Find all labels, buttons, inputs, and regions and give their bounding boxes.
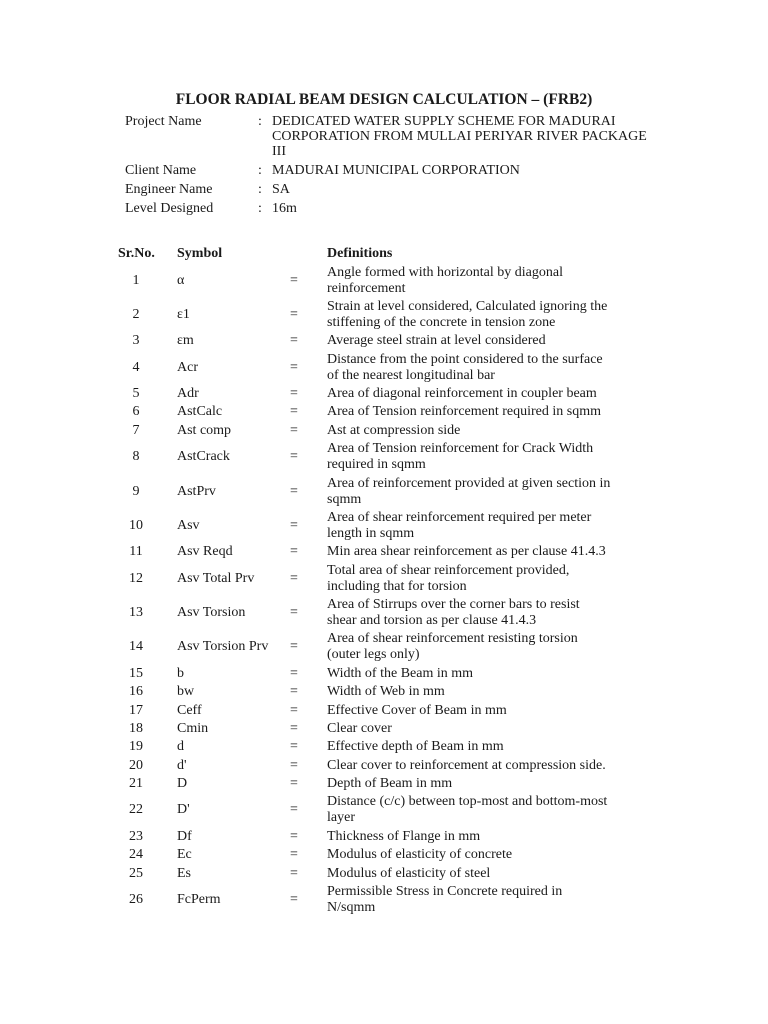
table-row [118, 757, 627, 775]
row-symbol: D' [177, 802, 190, 818]
row-equals: = [290, 739, 298, 755]
row-symbol: AstCrack [177, 449, 230, 465]
table-row [118, 775, 627, 793]
row-definition: Thickness of Flange in mm [327, 828, 481, 844]
row-symbol: d [177, 739, 184, 755]
table-row [118, 828, 627, 846]
table-row [118, 793, 627, 827]
header-sr-no: Sr.No. [118, 246, 155, 262]
row-equals: = [290, 891, 298, 907]
project-info [125, 114, 647, 220]
row-equals: = [290, 776, 298, 792]
row-number: 21 [129, 776, 143, 792]
row-number: 19 [129, 739, 143, 755]
row-symbol: Asv Torsion Prv [177, 639, 269, 655]
row-definition: Area of Tension reinforcement for Crack Width required in sqmm [327, 441, 594, 473]
table-header [118, 245, 627, 263]
row-symbol: α [177, 272, 185, 288]
row-equals: = [290, 544, 298, 560]
row-symbol: Es [177, 865, 191, 881]
row-symbol: Ceff [177, 702, 202, 718]
row-number: 8 [132, 449, 140, 465]
header-symbol: Symbol [177, 246, 223, 262]
row-equals: = [290, 605, 298, 621]
row-symbol: bw [177, 684, 195, 700]
engineer-name-value: SA [272, 182, 290, 197]
row-definition: Width of Web in mm [327, 684, 445, 700]
row-equals: = [290, 828, 298, 844]
engineer-name-label: Engineer Name [125, 182, 213, 197]
row-definition: Area of Stirrups over the corner bars to resist shear and torsion as per clause 41.4.3 [327, 597, 580, 629]
row-number: 25 [129, 865, 143, 881]
row-definition: Permissible Stress in Concrete required in N/sqmm [327, 883, 563, 915]
table-row [118, 596, 627, 630]
table-row [118, 738, 627, 756]
project-name-colon: : [258, 114, 262, 129]
engineer-name-row [125, 182, 647, 197]
row-equals: = [290, 449, 298, 465]
row-symbol: Df [177, 828, 192, 844]
row-definition: Clear cover [327, 720, 392, 736]
row-number: 12 [129, 570, 143, 586]
table-row [118, 422, 627, 440]
row-number: 16 [129, 684, 143, 700]
row-equals: = [290, 665, 298, 681]
row-symbol: d' [177, 757, 187, 773]
document-title: FLOOR RADIAL BEAM DESIGN CALCULATION – (FRB2) [175, 91, 593, 108]
row-equals: = [290, 702, 298, 718]
table-row [118, 474, 627, 508]
row-equals: = [290, 517, 298, 533]
project-name-value: DEDICATED WATER SUPPLY SCHEME FOR MADURAI CORPORATION FROM MULLAI PERIYAR RIVER PACKAGE III [272, 114, 647, 159]
row-number: 10 [129, 517, 143, 533]
client-name-value: MADURAI MUNICIPAL CORPORATION [272, 163, 520, 178]
project-name-row [125, 114, 647, 159]
row-number: 2 [132, 306, 140, 322]
row-equals: = [290, 359, 298, 375]
row-equals: = [290, 570, 298, 586]
row-definition: Area of Tension reinforcement required in sqmm [327, 404, 602, 420]
row-number: 23 [129, 828, 143, 844]
row-equals: = [290, 386, 298, 402]
client-name-label: Client Name [125, 163, 197, 178]
row-definition: Ast at compression side [327, 422, 461, 438]
table-row [118, 630, 627, 664]
row-symbol: ε1 [177, 306, 190, 322]
row-symbol: Asv [177, 517, 200, 533]
row-number: 18 [129, 720, 143, 736]
row-definition: Area of reinforcement provided at given section in sqmm [327, 475, 611, 507]
row-definition: Effective depth of Beam in mm [327, 739, 504, 755]
row-symbol: Asv Total Prv [177, 570, 255, 586]
row-symbol: AstPrv [177, 483, 216, 499]
row-symbol: AstCalc [177, 404, 223, 420]
table-row [118, 562, 627, 596]
row-equals: = [290, 757, 298, 773]
level-designed-label: Level Designed [125, 201, 214, 216]
row-number: 15 [129, 665, 143, 681]
header-definitions: Definitions [327, 246, 393, 262]
row-symbol: Adr [177, 386, 199, 402]
row-definition: Average steel strain at level considered [327, 333, 546, 349]
engineer-name-colon: : [258, 182, 262, 197]
row-equals: = [290, 422, 298, 438]
row-definition: Min area shear reinforcement as per clause 41.4.3 [327, 544, 606, 560]
row-symbol: Ast comp [177, 422, 232, 438]
row-equals: = [290, 684, 298, 700]
table-row [118, 298, 627, 332]
row-definition: Area of shear reinforcement required per meter length in sqmm [327, 509, 592, 541]
table-row [118, 440, 627, 474]
row-equals: = [290, 483, 298, 499]
row-symbol: Asv Torsion [177, 605, 246, 621]
row-definition: Distance (c/c) between top-most and bottom-most layer [327, 794, 608, 826]
row-definition: Total area of shear reinforcement provided, including that for torsion [327, 562, 570, 594]
row-number: 22 [129, 802, 143, 818]
project-name-label: Project Name [125, 114, 202, 129]
row-number: 7 [132, 422, 140, 438]
row-number: 4 [132, 359, 140, 375]
row-number: 14 [129, 639, 143, 655]
row-definition: Effective Cover of Beam in mm [327, 702, 507, 718]
row-equals: = [290, 802, 298, 818]
client-name-row [125, 163, 647, 178]
table-row [118, 883, 627, 917]
row-definition: Clear cover to reinforcement at compression side. [327, 757, 606, 773]
row-definition: Width of the Beam in mm [327, 665, 474, 681]
row-symbol: b [177, 665, 184, 681]
row-number: 11 [129, 544, 143, 560]
row-symbol: FcPerm [177, 891, 221, 907]
row-equals: = [290, 720, 298, 736]
table-row [118, 864, 627, 882]
row-definition: Area of shear reinforcement resisting torsion (outer legs only) [327, 631, 578, 663]
level-designed-value: 16m [272, 201, 297, 216]
table-row [118, 385, 627, 403]
row-equals: = [290, 272, 298, 288]
row-definition: Strain at level considered, Calculated ignoring the stiffening of the concrete in tension zone [327, 298, 608, 330]
row-number: 20 [129, 757, 143, 773]
row-number: 26 [129, 891, 143, 907]
row-number: 17 [129, 702, 143, 718]
row-equals: = [290, 404, 298, 420]
table-row [118, 701, 627, 719]
table-row [118, 846, 627, 864]
row-number: 1 [132, 272, 140, 288]
row-symbol: Asv Reqd [177, 544, 233, 560]
table-row [118, 720, 627, 738]
row-equals: = [290, 865, 298, 881]
row-equals: = [290, 306, 298, 322]
row-number: 9 [132, 483, 140, 499]
table-row [118, 351, 627, 385]
row-definition: Area of diagonal reinforcement in coupler beam [327, 386, 597, 402]
table-row [118, 263, 627, 297]
row-definition: Angle formed with horizontal by diagonal reinforcement [327, 264, 563, 296]
level-designed-row [125, 201, 647, 216]
row-symbol: εm [177, 333, 194, 349]
table-body [118, 263, 627, 917]
row-symbol: Ec [177, 847, 192, 863]
symbols-table [118, 245, 627, 917]
level-designed-colon: : [258, 201, 262, 216]
table-row [118, 509, 627, 543]
table-row [118, 332, 627, 350]
client-name-colon: : [258, 163, 262, 178]
row-definition: Distance from the point considered to the surface of the nearest longitudinal bar [327, 351, 603, 383]
row-symbol: D [177, 776, 188, 792]
row-definition: Depth of Beam in mm [327, 776, 453, 792]
row-equals: = [290, 847, 298, 863]
row-symbol: Cmin [177, 720, 209, 736]
row-number: 13 [129, 605, 143, 621]
row-equals: = [290, 333, 298, 349]
row-number: 5 [132, 386, 140, 402]
table-row [118, 403, 627, 421]
table-row [118, 543, 627, 561]
row-symbol: Acr [177, 359, 198, 375]
row-number: 6 [132, 404, 140, 420]
row-definition: Modulus of elasticity of concrete [327, 847, 513, 863]
table-row [118, 665, 627, 683]
table-row [118, 683, 627, 701]
row-number: 24 [129, 847, 143, 863]
row-equals: = [290, 639, 298, 655]
row-number: 3 [132, 333, 140, 349]
row-definition: Modulus of elasticity of steel [327, 865, 491, 881]
